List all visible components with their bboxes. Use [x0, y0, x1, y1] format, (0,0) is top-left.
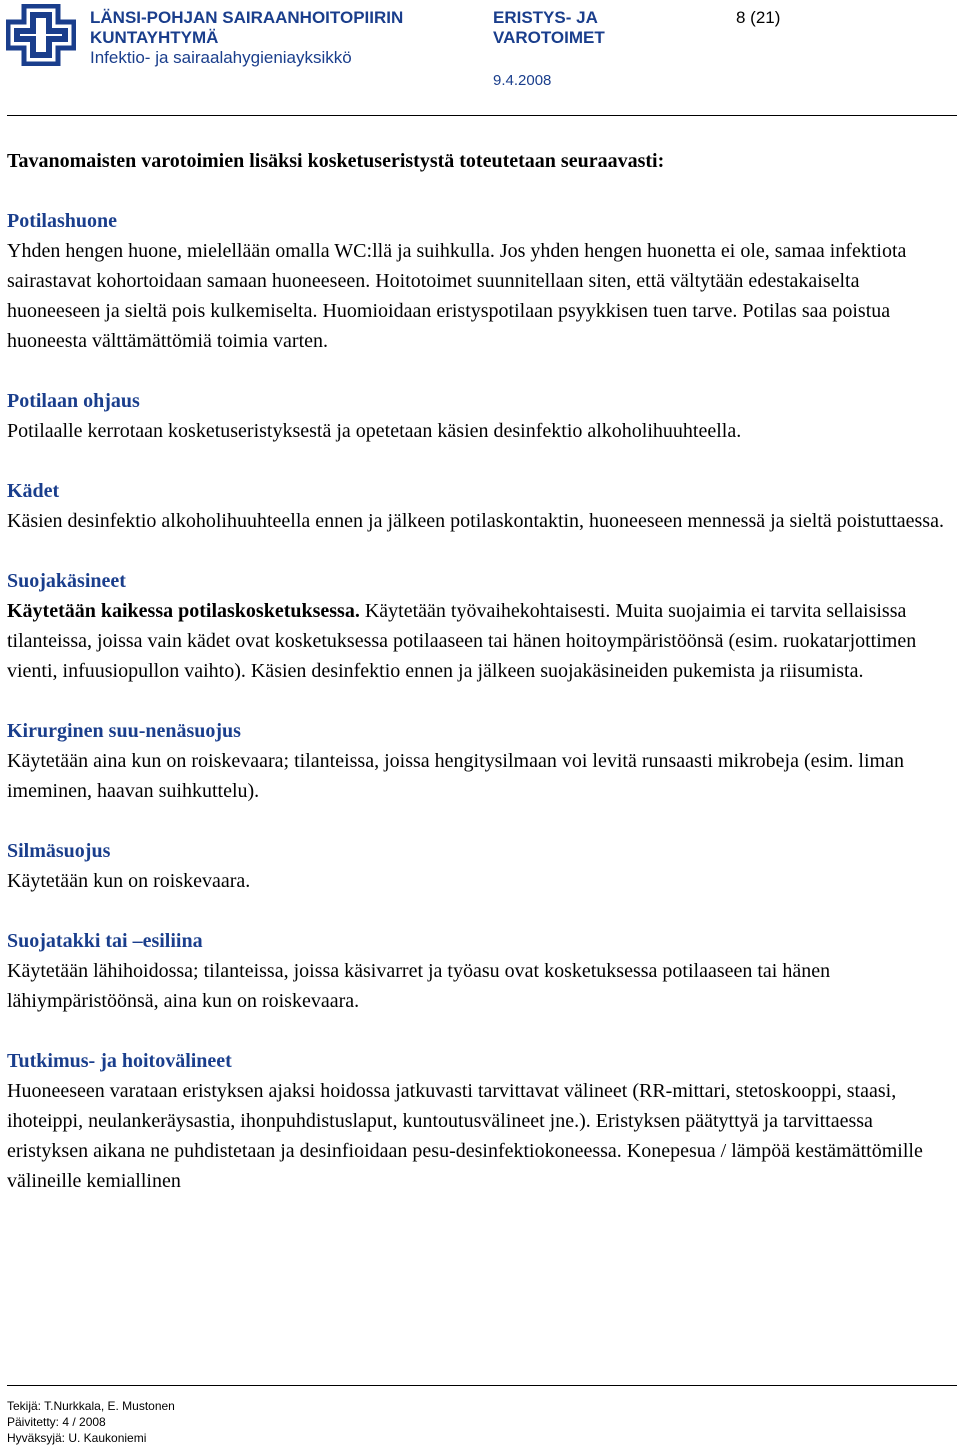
document-body — [7, 146, 957, 1196]
section-title: Tutkimus- ja hoitovälineet — [7, 1050, 232, 1072]
section-text: Huoneeseen varataan eristyksen ajaksi hoidossa jatkuvasti tarvittavat välineet (RR-mittari, stetoskooppi, staasi, ihoteippi, neulankeräysastia, ihonpuhdistuslaput, kuntoutusvälineet jne.). Eristyksen päätyttyä ja tarvittaessa eristyksen aikana ne puhdistetaan ja desinfioidaan pesu-desinfektiokoneessa. Konepesua / lämpöä kestämättömille välineille kemiallinen — [7, 1080, 923, 1192]
section-title: Kirurginen suu-nenäsuojus — [7, 720, 241, 742]
section-text-rest: Käytetään työvaihekohtaisesti. Muita suojaimia ei tarvita sellaisissa tilanteissa, joissa vain kädet ovat kosketuksessa potilaaseen tai hänen hoitoympäristöönsä (esim. ruokatarjottimen vienti, infuusiopullon vaihto). Käsien desinfektio ennen ja jälkeen suojakäsineiden pukemista ja riisumista. — [7, 600, 917, 682]
document-date: 9.4.2008 — [493, 72, 552, 89]
section-text: Käytetään lähihoidossa; tilanteissa, joissa käsivarret ja työasu ovat kosketuksessa potilaaseen tai hänen lähiympäristöönsä, aina kun on roiskevaara. — [7, 960, 831, 1012]
section-text — [7, 596, 957, 686]
footer-authors: Tekijä: T.Nurkkala, E. Mustonen — [7, 1399, 175, 1413]
section-hands — [7, 476, 957, 536]
section-patient-room — [7, 206, 957, 356]
section-surgical-mask — [7, 716, 957, 806]
footer-updated: Päivitetty: 4 / 2008 — [7, 1415, 106, 1429]
section-title: Potilaan ohjaus — [7, 390, 140, 412]
section-title: Kädet — [7, 480, 60, 502]
section-text: Yhden hengen huone, mielellään omalla WC:llä ja suihkulla. Jos yhden hengen huonetta ei ole, samaa infektiota sairastavat kohortoidaan samaan huoneeseen. Hoitotoimet suunnitellaan siten, että vältytään edestakaiselta huoneeseen ja sieltä pois kulkemiselta. Huomioidaan eristyspotilaan psyykkisen tuen tarve. Potilas saa poistua huoneesta välttämättömiä toimia varten. — [7, 240, 907, 352]
page-footer — [7, 1398, 175, 1446]
section-title: Suojatakki tai –esiliina — [7, 930, 203, 952]
section-title: Suojakäsineet — [7, 570, 126, 592]
organization-name-line1: LÄNSI-POHJAN SAIRAANHOITOPIIRIN — [90, 8, 404, 27]
intro-heading: Tavanomaisten varotoimien lisäksi kosketuseristystä toteutetaan seuraavasti: — [7, 150, 665, 172]
organization-name — [90, 8, 403, 68]
page-number: 8 (21) — [736, 8, 781, 27]
hospital-district-logo-icon — [6, 4, 76, 66]
section-gloves — [7, 566, 957, 686]
page-header — [0, 0, 960, 110]
section-equipment — [7, 1046, 957, 1196]
organization-name-line2: KUNTAYHTYMÄ — [90, 28, 219, 47]
section-gown-apron — [7, 926, 957, 1016]
section-title: Potilashuone — [7, 210, 118, 232]
header-divider — [7, 115, 957, 116]
section-title: Silmäsuojus — [7, 840, 111, 862]
section-text: Potilaalle kerrotaan kosketuseristyksestä ja opetetaan käsien desinfektio alkoholihuuhteella. — [7, 420, 742, 442]
section-text-emphasis: Käytetään kaikessa potilaskosketuksessa. — [7, 600, 360, 622]
document-type-line2: VAROTOIMET — [493, 28, 605, 47]
document-type-line1: ERISTYS- JA — [493, 8, 598, 27]
footer-divider — [7, 1385, 957, 1386]
section-text: Käytetään aina kun on roiskevaara; tilanteissa, joissa hengitysilmaan voi levitä runsaasti mikrobeja (esim. liman imeminen, haavan suihkuttelu). — [7, 750, 904, 802]
section-text: Käsien desinfektio alkoholihuuhteella ennen ja jälkeen potilaskontaktin, huoneeseen mennessä ja sieltä poistuttaessa. — [7, 510, 944, 532]
section-text: Käytetään kun on roiskevaara. — [7, 870, 251, 892]
document-type — [493, 8, 605, 48]
section-eye-protection — [7, 836, 957, 896]
organization-unit: Infektio- ja sairaalahygieniayksikkö — [90, 48, 352, 67]
section-patient-guidance — [7, 386, 957, 446]
footer-approved: Hyväksyjä: U. Kaukoniemi — [7, 1431, 147, 1445]
